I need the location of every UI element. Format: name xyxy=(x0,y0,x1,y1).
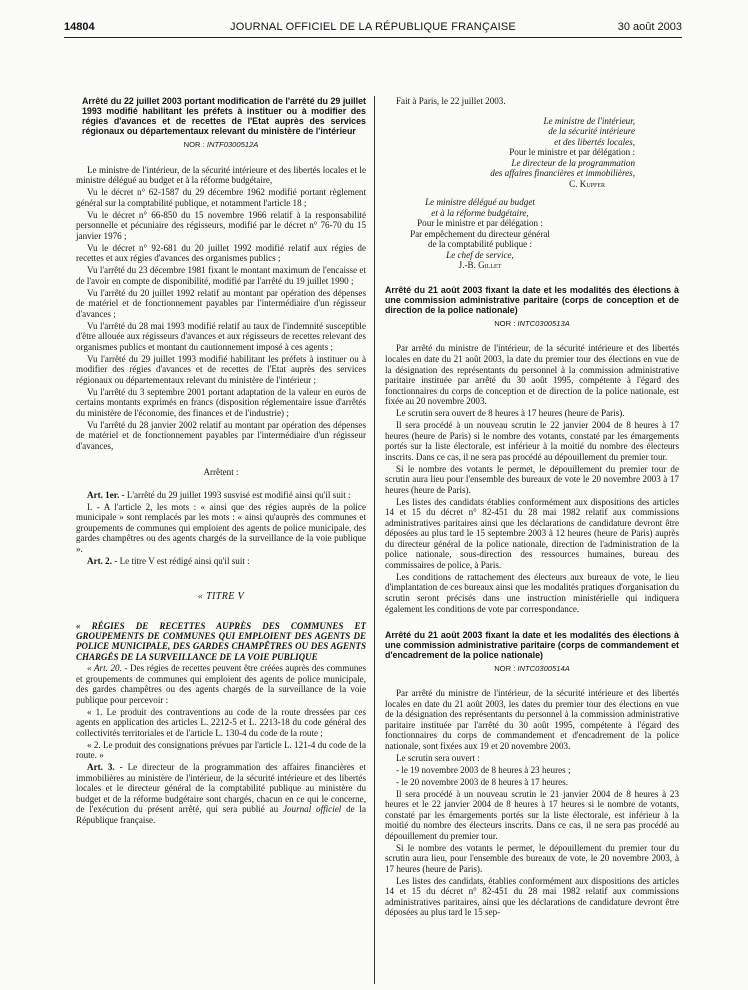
article-20-item-2: « 2. Le produit des consignations prévues par l'article L. 121-4 du code de la route. » xyxy=(76,739,366,761)
article-1 xyxy=(76,490,366,501)
signature-line: Le ministre de l'intérieur, xyxy=(543,115,635,126)
arrete-3-list-item: - le 20 novembre 2003 de 8 heures à 17 heures. xyxy=(396,776,568,787)
signature-line: des affaires financières et immobilières, xyxy=(490,168,635,179)
visa-para: Vu l'arrêté du 23 décembre 1981 fixant le montant maximum de l'encaisse et de l'avoir en compte de disponibilité, modifié par l'arrêté du 19 juillet 1990 ; xyxy=(76,265,366,286)
arrete-3-para: Il sera procédé à un nouveau scrutin le 21 janvier 2004 de 8 heures à 23 heures et le 22 janvier 2004 de 8 heures à 17 heures si le nombre de votants, constaté par les émargements portés sur la liste électorale, est inférieur à la moitié du nombre des électeurs inscrits. Dans ce cas, il ne sera pas procédé au dépouillement du premier tour. xyxy=(385,788,679,841)
visa-para: Vu le décret n° 66-850 du 15 novembre 1966 relatif à la responsabilité personnelle et pécuniaire des régisseurs, modifié par le décret n° 76-70 du 15 janvier 1976 ; xyxy=(76,209,366,241)
issue-date: 30 août 2003 xyxy=(617,21,682,33)
article-3-label: Art. 3. - xyxy=(87,762,123,773)
visa-para: Vu le décret n° 62-1587 du 29 décembre 1962 modifié portant règlement général sur la comptabilité publique, et notamment l'article 18 ; xyxy=(76,187,366,208)
signature-line: de la sécurité intérieure xyxy=(548,126,635,137)
arrete-2-para: Les conditions de rattachement des électeurs aux bureaux de vote, le lieu d'implantation de ces bureaux ainsi que les modalités pratiques d'organisation du scrutin seront précisés dans une instruction ministérielle qui indiquera également les conditions de vote par correspondance. xyxy=(385,571,679,614)
arrete-2-para: Il sera procédé à un nouveau scrutin le 22 janvier 2004 de 8 heures à 17 heures (heure de Paris) si le nombre des votants, constaté par les émargements portés sur la liste électorale, est inférieur à la moitié du nombre des électeurs inscrits. Dans ce cas, il ne sera pas procédé au dépouillement du premier tour. xyxy=(385,420,679,462)
right-column xyxy=(385,96,679,919)
nor-reference xyxy=(385,319,679,330)
arrete-2-para: Si le nombre des votants le permet, le dépouillement du premier tour de scrutin aura lieu pour l'ensemble des bureaux de vote le 20 novembre 2003 à 17 heures (heure de Paris). xyxy=(385,463,679,495)
regies-heading: « RÉGIES DE RECETTES AUPRÈS DES COMMUNES ET GROUPEMENTS DE COMMUNES QUI EMPLOIENT DES AGENTS DE POLICE MUNICIPALE, DES GARDES CHAMPÊTRES OU DES AGENTS CHARGÉS DE LA SURVEILLANCE DE LA VOIE PUBLIQUE xyxy=(76,620,366,662)
journal-officiel-ref: Journal officiel xyxy=(282,804,342,815)
article-1-item: I. - A l'article 2, les mots : « ainsi que des régies auprès de la police municipale » sont remplacés par les mots : « ainsi qu'auprès des communes et groupements de communes qui emploient des agents de police municipale, des gardes champêtres ou des agents chargés de la surveillance de la voie publique ». xyxy=(76,501,366,554)
titre-heading: « TITRE V xyxy=(197,591,245,603)
arrete-3-para: Le scrutin sera ouvert : xyxy=(396,752,480,763)
signature-line: Le directeur de la programmation xyxy=(511,157,635,168)
signatory-name: J.-B. Gillet xyxy=(458,260,502,271)
visa-para: Vu l'arrêté du 28 mai 1993 modifié relatif au taux de l'indemnité susceptible d'être allouée aux régisseurs d'avances et aux régisseurs de recettes relevant des organismes publics et montant du cautionnement imposé à ces agents ; xyxy=(76,320,366,352)
left-column xyxy=(76,96,366,827)
page-header xyxy=(64,19,682,37)
article-2-label: Art. 2. - xyxy=(87,555,118,566)
article-3-end: de la République française. xyxy=(76,804,366,826)
nor-label: NOR : xyxy=(494,663,518,673)
arrete-3-para: Les listes des candidats, établies conformément aux dispositions des articles 14 et 15 du décret n° 82-451 du 28 mai 1982 relatif aux commissions administratives paritaires, ainsi que les déclarations de candidature devront être déposées au plus tard le 15 sep- xyxy=(385,875,679,918)
signature-line: Le ministre délégué au budget xyxy=(425,197,535,208)
nor-code: INTC0300513A xyxy=(517,318,570,328)
arretent-heading: Arrêtent : xyxy=(203,467,239,478)
arrete-2-para: Par arrêté du ministre de l'intérieur, de la sécurité intérieure et des libertés locales en date du 21 août 2003, la date du premier tour des élections en vue de la désignation des représentants du personnel à la commission administrative paritaire instituée par arrêté du 30 août 1995, compétente à l'égard des fonctionnaires du corps de conception et de direction de la police nationale, est fixée au 20 novembre 2003. xyxy=(385,343,679,407)
signature-block-2 xyxy=(385,197,575,271)
signature-line: Par empêchement du directeur général xyxy=(410,228,550,239)
header-rule xyxy=(64,37,682,38)
article-1-text: L'arrêté du 29 juillet 1993 susvisé est modifié ainsi qu'il suit : xyxy=(124,489,351,500)
article-20-text: - Des régies de recettes peuvent être créées auprès des communes et groupements de communes qui emploient des agents de police municipale, des gardes champêtres ou des agents chargés de la surveillance de la voie publique pour percevoir : xyxy=(76,663,366,705)
signature-line: Pour le ministre et par délégation : xyxy=(509,147,635,158)
nor-label: NOR : xyxy=(494,318,518,328)
fait-a-paris: Fait à Paris, le 22 juillet 2003. xyxy=(396,96,506,106)
preamble-para: Le ministre de l'intérieur, de la sécurité intérieure et des libertés locales et le ministre délégué au budget et à la réforme budgétaire, xyxy=(76,164,366,186)
article-3 xyxy=(76,762,366,825)
visa-para: Vu l'arrêté du 20 juillet 1992 relatif au montant par opération des dépenses de matériel et de fonctionnement payables par l'intermédiaire d'un régisseur d'avances ; xyxy=(76,287,366,319)
visa-para: Vu l'arrêté du 28 janvier 2002 relatif au montant par opération des dépenses de matériel et de fonctionnement payables par l'intermédiaire d'un régisseur d'avances, xyxy=(76,419,366,451)
visa-para: Vu l'arrêté du 3 septembre 2001 portant adaptation de la valeur en euros de certains montants exprimés en francs (disposition réglementaire issue d'arrêtés du ministère de l'économie, des finances et de l'industrie) ; xyxy=(76,386,366,418)
journal-title: JOURNAL OFFICIEL DE LA RÉPUBLIQUE FRANÇAISE xyxy=(230,21,516,33)
arrete-3-list-item: - le 19 novembre 2003 de 8 heures à 23 heures ; xyxy=(396,764,571,775)
arrete-3-title: Arrêté du 21 août 2003 fixant la date et les modalités des élections à une commission administrative paritaire (corps de commandement et d'encadrement de la police nationale) xyxy=(385,629,679,660)
arrete-3-para: Si le nombre des votants le permet, le dépouillement du premier tour du scrutin aura lieu, pour l'ensemble des bureaux de vote, le 20 novembre 2003, à 17 heures (heure de Paris). xyxy=(385,842,679,874)
signatory-name: C. Kupfer xyxy=(569,178,605,189)
page-number: 14804 xyxy=(64,21,95,33)
article-3-text: Le directeur de la programmation des affaires financières et immobilières au ministère de l'intérieur, de la sécurité intérieure et des libertés locales et le directeur général de la comptabilité publique au ministère du budget et de la réforme budgétaire sont chargés, chacun en ce qui le concerne, de l'exécution du présent arrêté, qui sera publié au xyxy=(76,762,366,815)
arrete-3-para: Par arrêté du ministre de l'intérieur, de la sécurité intérieure et des libertés locales en date du 21 août 2003, les dates du premier tour des élections en vue de la désignation des représentants du personnel à la commission administrative paritaire instituée par l'arrêté du 30 août 1995, compétente à l'égard des fonctionnaires du corps de commandement et d'encadrement de la police nationale, sont fixées aux 19 et 20 novembre 2003. xyxy=(385,688,679,751)
nor-reference xyxy=(76,140,366,151)
nor-code: INTF0300512A xyxy=(206,140,259,149)
signature-line: et des libertés locales, xyxy=(554,136,635,147)
nor-reference xyxy=(385,664,679,675)
column-divider xyxy=(374,96,375,984)
arrete-2-para: Les listes des candidats établies conformément aux dispositions des articles 14 et 15 du décret n° 82-451 du 28 mai 1982 relatif aux commissions administratives paritaires ainsi que les déclarations de candidature devront être déposées au plus tard le 15 septembre 2003 à 12 heures (heure de Paris) auprès du directeur général de la police nationale, direction de l'administration de la police nationale, sous-direction des ressources humaines, bureau des commissaires de police, à Paris. xyxy=(385,496,679,570)
signature-line: Pour le ministre et par délégation : xyxy=(417,218,543,229)
signature-line: et à la réforme budgétaire, xyxy=(431,207,529,218)
article-20-label: « Art. 20. xyxy=(87,663,122,674)
signature-line: de la comptabilité publique : xyxy=(427,239,533,250)
arrete-title: Arrêté du 22 juillet 2003 portant modification de l'arrêté du 29 juillet 1993 modifié habilitant les préfets à instituer ou à modifier des régies d'avances et de recettes de l'Etat auprès des services régionaux ou départementaux relevant du ministère de l'intérieur xyxy=(82,96,366,136)
signature-block-1 xyxy=(385,116,679,190)
article-20-item-1: « 1. Le produit des contraventions au code de la route dressées par ces agents en application des articles L. 2212-5 et L. 2213-18 du code général des collectivités territoriales et de l'article L. 130-4 du code de la route ; xyxy=(76,706,366,738)
article-1-label: Art. 1er. - xyxy=(87,489,125,500)
signature-line: Le chef de service, xyxy=(446,249,514,260)
arrete-2-para: Le scrutin sera ouvert de 8 heures à 17 heures (heure de Paris). xyxy=(396,408,625,419)
nor-label: NOR : xyxy=(183,140,207,149)
visa-para: Vu le décret n° 92-681 du 20 juillet 1992 modifié relatif aux régies de recettes et aux régies d'avances des organismes publics ; xyxy=(76,242,366,264)
visa-para: Vu l'arrêté du 29 juillet 1993 modifié habilitant les préfets à instituer ou à modifier des régies d'avances et de recettes de l'Etat auprès des services régionaux ou départementaux relevant du ministère de l'intérieur ; xyxy=(76,353,366,385)
arrete-2-title: Arrêté du 21 août 2003 fixant la date et les modalités des élections à une commission administrative paritaire (corps de conception et de direction de la police nationale) xyxy=(385,284,679,315)
article-20 xyxy=(76,663,366,705)
article-2-text: Le titre V est rédigé ainsi qu'il suit : xyxy=(117,555,250,566)
article-2 xyxy=(76,556,366,567)
nor-code: INTC0300514A xyxy=(517,663,570,673)
